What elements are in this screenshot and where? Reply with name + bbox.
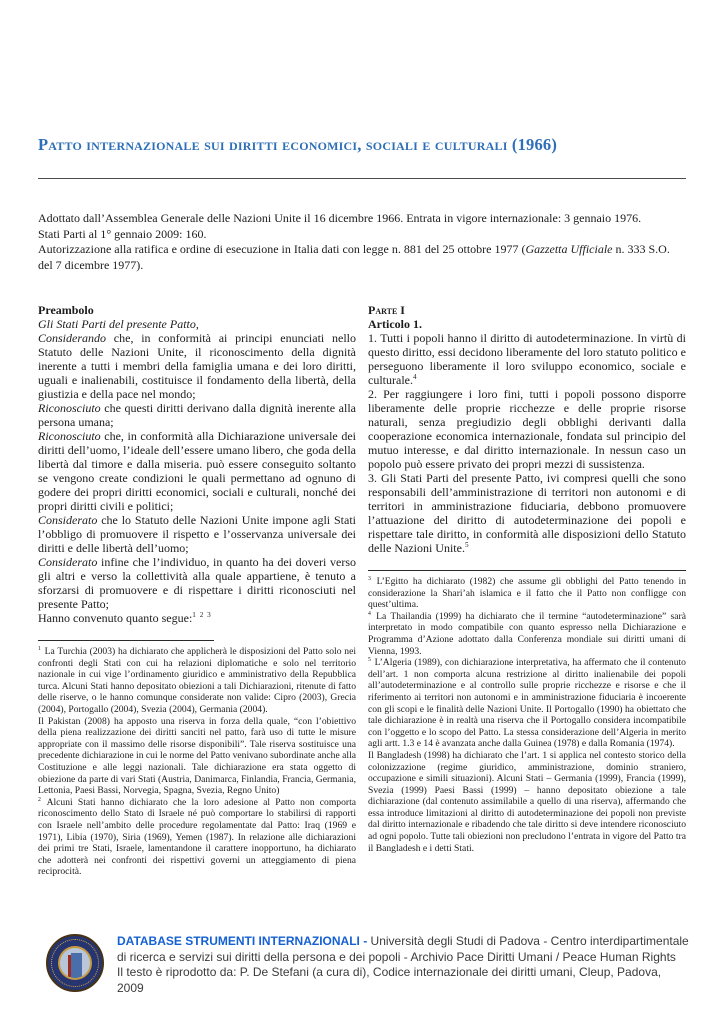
- paragraph-lead: Considerando: [38, 331, 107, 345]
- footnote-3: $^3$ L’Egitto ha dichiarato (1982) che assume gli obblighi del Patto tenendo in considerazione la Shari’ah islamica e il fatto che il Patto non confligge con quest’ultima.: [368, 575, 686, 611]
- footer-brand: DATABASE STRUMENTI INTERNAZIONALI -: [117, 934, 368, 948]
- column-right: [368, 303, 686, 854]
- footnote-separator-right: [368, 570, 686, 571]
- column-left: [38, 303, 356, 878]
- two-column-body: [38, 303, 686, 878]
- preamble-paragraph: [38, 317, 356, 331]
- footnotes-left: [38, 640, 356, 878]
- paragraph-lead: Considerato: [38, 555, 98, 569]
- paragraph-lead: Gli Stati Parti del presente Patto,: [38, 317, 199, 331]
- parte-1-heading: Parte I: [368, 303, 405, 317]
- footer-line-3: Il testo è riprodotto da: P. De Stefani (a cura di), Codice internazionale dei diritti umani, Cleup, Padova, 2009: [117, 965, 662, 995]
- footnote-ref-5: 5: [464, 541, 470, 549]
- footer-line-1-rest: Università degli Studi di Padova - Centro interdipartimentale: [367, 934, 689, 948]
- footnote-1: $^1$ La Turchia (2003) ha dichiarato che applicherà le disposizioni del Patto solo nei confronti degli Stati con cui ha relazioni diplomatiche e solo nel territorio nazionale in cui vige l’ordinamento giuridico e amministrativo della Repubblica turca. Alcuni Stati hanno depositato obiezioni a tali Dichiarazioni, ritenute di fatto delle riserve, o le hanno comunque considerate non valide: Cipro (2003), Grecia (2004), Portogallo (2004), Svezia (2004), Germania (2004). Il Pakistan (2008) ha apposto una riserva in forza della quale, “con l’obiettivo della piena realizzazione dei diritti sanciti nel patto, farà uso di tutte le misure appropriate con il massimo delle risorse disponibili”. Tale riserva sostituisce una precedente dichiarazione in cui le norme del Patto venivano subordinate anche alla Costituzione e alle leggi nazionali. Tale dichiarazione era stata oggetto di obiezione da parte di vari Stati (Austria, Danimarca, Finlandia, Francia, Germania, Lettonia, Paesi Bassi, Norvegia, Spagna, Svezia, Regno Unito): [38, 645, 357, 797]
- footnote-2: $^2$ Alcuni Stati hanno dichiarato che la loro adesione al Patto non comporta riconoscimento dello Stato di Israele né può comportare lo stabilirsi di rapporti con Israele nell’ambito delle procedure regolamentate dal Patto: Iraq (1969 e 1971), Libia (1970), Siria (1969), Yemen (1987). In relazione alle dichiarazioni dei primi tre Stati, Israele, lamentandone il carattere inopportuno, ha dichiarato che adotterà nei confronti dei rispettivi governi un atteggiamento di piena reciprocità.: [38, 796, 357, 878]
- article-paragraph: 2. Per raggiungere i loro fini, tutti i popoli possono disporre liberamente delle proprie ricchezze e delle proprie risorse naturali, senza pregiudizio degli obblighi derivanti dalla cooperazione economica internazionale, fondata sul principio del mutuo interesse, e dal diritto internazionale. In nessun caso un popolo può essere privato dei propri mezzi di sussistenza.: [368, 387, 686, 471]
- footnote-number: 5: [368, 656, 372, 663]
- title-divider: [38, 178, 686, 179]
- footer-line-2: di ricerca e servizi sui diritti della persona e dei popoli - Archivio Pace Diritti Umani / Peace Human Rights: [117, 949, 676, 964]
- footer: [46, 934, 690, 996]
- preamble-paragraph: Hanno convenuto quanto segue:$^{1 2 3}$: [38, 611, 212, 625]
- intro-block: [38, 211, 686, 273]
- footnote-number: 1: [38, 645, 42, 652]
- footnote-ref-4: 4: [412, 373, 418, 381]
- intro-line-3: [38, 242, 686, 273]
- paragraph-lead: Considerato: [38, 513, 98, 527]
- unipd-seal-inner: [58, 946, 92, 980]
- footnote-number: 4: [368, 610, 372, 617]
- intro-line-2: Stati Parti al 1° gennaio 2009: 160.: [38, 226, 207, 241]
- preamble-paragraph: Considerato infine che l’individuo, in quanto ha dei doveri verso gli altri e verso la collettività alla quale appartiene, è tenuto a sforzarsi di promuovere e di rispettare i diritti riconosciuti nel presente Patto;: [38, 555, 356, 611]
- seal-figure-right: [71, 953, 82, 978]
- footnote-5-continuation: Il Bangladesh (1998) ha dichiarato che l’art. 1 si applica nel contesto storico della colonizzazione (regime giuridico, amministrazione, dominio straniero, occupazione e simili situazioni). Alcuni Stati – Germania (1999), Francia (1999), Svezia (1999) Paesi Bassi (1999) – hanno depositato obiezione a tale dichiarazione (dal contenuto assimilabile a quello di una riserva), affermando che essa introduce limitazioni al diritto di autodeterminazione dei popoli non previste dal diritto internazionale e ribadendo che tale diritto si deve intendere riconosciuto ad ogni popolo. Tutte tali obiezioni non precludono l’entrata in vigore del Patto tra il Bangladesh e i detti Stati.: [368, 749, 686, 854]
- intro-line-1: Adottato dall’Assemblea Generale delle Nazioni Unite il 16 dicembre 1966. Entrata in vigore internazionale: 3 gennaio 1976.: [38, 211, 642, 225]
- footnote-1-continuation: Il Pakistan (2008) ha apposto una riserva in forza della quale, “con l’obiettivo della piena realizzazione dei diritti sanciti nel patto, farà uso di tutte le misure appropriate con il massimo delle risorse disponibili”. Tale riserva sostituisce una precedente dichiarazione in cui le norme del Patto venivano subordinate anche alla Costituzione e alle leggi nazionali. Tale dichiarazione era stata oggetto di obiezione da parte di vari Stati (Austria, Danimarca, Finlandia, Francia, Germania, Lettonia, Paesi Bassi, Norvegia, Spagna, Svezia, Regno Unito): [38, 715, 356, 797]
- seal-figure-left: [68, 955, 77, 977]
- articolo-1-heading: Articolo 1.: [368, 317, 422, 331]
- footnote-number: 2: [38, 796, 42, 803]
- footnote-number: 3: [368, 575, 372, 582]
- unipd-seal-logo: [46, 934, 104, 992]
- intro-line-3-end: n. 333 S.O. del 7 dicembre 1977).: [38, 242, 670, 272]
- footer-text: [117, 934, 690, 996]
- footnote-4: $^4$ La Thailandia (1999) ha dichiarato che il termine “autodeterminazione” sarà interpretato in modo compatibile con quanto espresso nella Dichiarazione e Programma d’Azione adottato dalla Conferenza mondiale sui diritti umani di Vienna, 1993.: [368, 610, 686, 657]
- footer-line-1: [117, 934, 690, 950]
- footnote-ref-123: 1 2 3: [192, 611, 212, 619]
- footnote-5: $^5$ L’Algeria (1989), con dichiarazione interpretativa, ha affermato che il contenuto dell’art. 1 non comporta alcuna restrizione al diritto inalienabile dei popoli all’autodeterminazione e al controllo sulle proprie ricchezze e risorse e che il riferimento ai territori non autonomi e in amministrazione fiduciaria è incoerente con gli scopi e le finalità delle Nazioni Unite. Il Portogallo (1990) ha obiettato che tale dichiarazione è in realtà una riserva che il Portogallo considera incompatibile con l’oggetto e lo scopo del Patto. La stessa considerazione dell’Algeria in merito agli artt. 1.3 e 14 è avanzata anche dalla Guinea (1978) e dalla Romania (1974). Il Bangladesh (1998) ha dichiarato che l’art. 1 si applica nel contesto storico della colonizzazione (regime giuridico, amministrazione, dominio straniero, occupazione e simili situazioni). Alcuni Stati – Germania (1999), Francia (1999), Svezia (1999) Paesi Bassi (1999) – hanno depositato obiezione a tale dichiarazione (dal contenuto assimilabile a quello di una riserva), affermando che essa introduce limitazioni al diritto di autodeterminazione dei popoli non previste dal diritto internazionale e ribadendo che tale diritto si deve intendere riconosciuto ad ogni popolo. Tutte tali obiezioni non precludono l’entrata in vigore del Patto tra il Bangladesh e i detti Stati.: [368, 656, 686, 854]
- gazzetta-ufficiale-title: Gazzetta Ufficiale: [525, 242, 613, 256]
- article-paragraph: 1. Tutti i popoli hanno il diritto di autodeterminazione. In virtù di questo diritto, essi decidono liberamente del loro statuto politico e perseguono liberamente il loro sviluppo economico, sociale e culturale.$^4$: [368, 331, 686, 387]
- paragraph-lead: Riconosciuto: [38, 401, 101, 415]
- preamble-paragraph: Riconosciuto che, in conformità alla Dichiarazione universale dei diritti dell’uomo, l’ideale dell’essere umano libero, che goda della libertà dal timore e dalla miseria. può essere conseguito soltanto se vengono create condizioni le quali permettano ad ognuno di godere dei propri diritti economici, sociali e culturali, nonché dei propri diritti civili e politici;: [38, 429, 356, 513]
- footnote-separator-left: [38, 640, 214, 641]
- article-paragraph: 3. Gli Stati Parti del presente Patto, ivi compresi quelli che sono responsabili dell’amministrazione di territori non autonomi e di territori in amministrazione fiduciaria, debbono promuovere l’attuazione del diritto di autodeterminazione dei popoli e rispettare tale diritto, in conformità alle disposizioni dello Statuto delle Nazioni Unite.$^5$: [368, 471, 686, 555]
- preamble-paragraph: Riconosciuto che questi diritti derivano dalla dignità inerente alla persona umana;: [38, 401, 356, 429]
- preamble-paragraph: Considerando che, in conformità ai principi enunciati nello Statuto delle Nazioni Unite, il riconoscimento della dignità inerente a tutti i membri della famiglia umana e dei loro diritti, uguali e inalienabili, costituisce il fondamento della libertà, della giustizia e della pace nel mondo;: [38, 331, 356, 401]
- intro-line-3-text: Autorizzazione alla ratifica e ordine di esecuzione in Italia dati con legge n. 881 del 25 ottobre 1977 (: [38, 242, 526, 256]
- preamble-heading: Preambolo: [38, 303, 94, 317]
- paragraph-lead: Riconosciuto: [38, 429, 101, 443]
- page-title: Patto internazionale sui diritti economici, sociali e culturali (1966): [38, 135, 558, 154]
- footnotes-right: [368, 570, 686, 854]
- preamble-paragraph: Considerato che lo Statuto delle Nazioni Unite impone agli Stati l’obbligo di promuovere il rispetto e l’osservanza universale dei diritti e delle libertà dell’uomo;: [38, 513, 356, 555]
